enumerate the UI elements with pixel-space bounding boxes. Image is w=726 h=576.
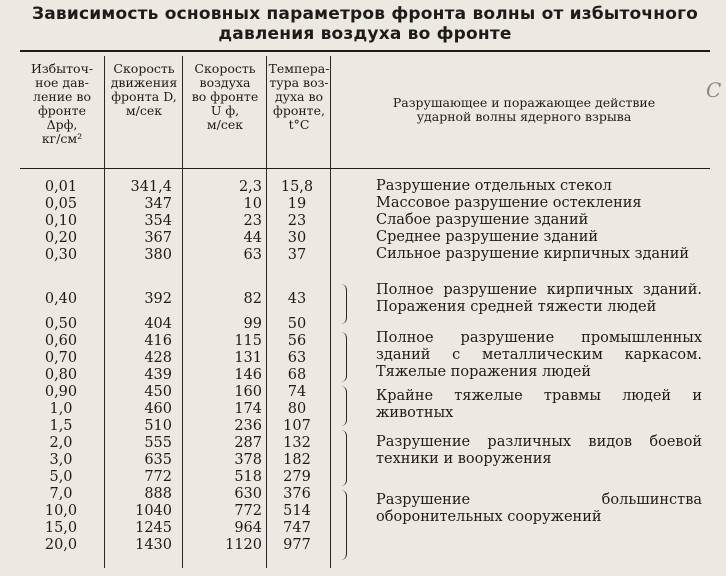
temperature-cell: 279 [283, 469, 311, 485]
pressure-cell: 10,0 [44, 503, 78, 519]
front-speed-cell: 450 [144, 384, 172, 400]
table-row [0, 469, 726, 486]
pressure-cell: 0,50 [44, 316, 78, 332]
group-brace [338, 490, 347, 560]
temperature-cell: 63 [287, 350, 307, 366]
air-speed-cell: 772 [234, 503, 262, 519]
air-speed-cell: 518 [234, 469, 262, 485]
header-pressure: Избыточ- ное дав- ление во фронте Δpф, кг/см² [30, 61, 94, 146]
header-front-speed: Скорость движения фронта D, м/сек [110, 61, 178, 118]
pressure-cell: 0,30 [44, 247, 78, 263]
air-speed-cell: 378 [234, 452, 262, 468]
temperature-cell: 19 [287, 196, 307, 212]
temperature-cell: 514 [283, 503, 311, 519]
front-speed-cell: 347 [144, 196, 172, 212]
air-speed-cell: 174 [234, 401, 262, 417]
temperature-cell: 977 [283, 537, 311, 553]
temperature-cell: 15,8 [280, 179, 314, 195]
pressure-cell: 0,90 [44, 384, 78, 400]
group-brace [338, 284, 347, 324]
temperature-cell: 50 [287, 316, 307, 332]
air-speed-cell: 44 [243, 230, 262, 246]
temperature-cell: 56 [287, 333, 307, 349]
pressure-cell: 0,80 [44, 367, 78, 383]
pressure-cell: 0,01 [44, 179, 78, 195]
temperature-cell: 68 [287, 367, 307, 383]
temperature-cell: 132 [283, 435, 311, 451]
pressure-cell: 0,60 [44, 333, 78, 349]
air-speed-cell: 2,3 [238, 179, 262, 195]
temperature-cell: 747 [283, 520, 311, 536]
group-brace [338, 332, 347, 382]
effect-text: Полное разрушение кирпичных зданий. Поражения средней тяжести людей [376, 282, 702, 315]
group-brace [338, 386, 347, 426]
effect-text: Разрушение отдельных стекол [376, 178, 612, 194]
header-effect: Разрушающее и поражающее действие ударной волны ядерного взрыва [392, 95, 656, 124]
front-speed-cell: 1245 [135, 520, 172, 536]
pressure-cell: 0,20 [44, 230, 78, 246]
front-speed-cell: 341,4 [130, 179, 172, 195]
header-temperature: Темпера- тура воз- духа во фронте, t°C [268, 61, 330, 132]
pressure-cell: 0,10 [44, 213, 78, 229]
pressure-cell: 2,0 [49, 435, 73, 451]
temperature-cell: 37 [287, 247, 307, 263]
temperature-cell: 107 [283, 418, 311, 434]
temperature-cell: 74 [287, 384, 307, 400]
air-speed-cell: 10 [243, 196, 262, 212]
top-rule [20, 50, 710, 52]
effect-text: Массовое разрушение остекления [376, 195, 642, 211]
pressure-cell: 0,70 [44, 350, 78, 366]
front-speed-cell: 439 [144, 367, 172, 383]
air-speed-cell: 146 [234, 367, 262, 383]
pressure-cell: 20,0 [44, 537, 78, 553]
air-speed-cell: 63 [243, 247, 262, 263]
header-air-speed: Скорость воздуха во фронте U ф, м/сек [191, 61, 259, 132]
effect-text: Крайне тяжелые травмы людей и животных [376, 388, 702, 421]
air-speed-cell: 160 [234, 384, 262, 400]
air-speed-cell: 630 [234, 486, 262, 502]
front-speed-cell: 367 [144, 230, 172, 246]
air-speed-cell: 115 [234, 333, 262, 349]
front-speed-cell: 380 [144, 247, 172, 263]
front-speed-cell: 555 [144, 435, 172, 451]
effect-text: Полное разрушение промышленных зданий с металлическим каркасом. Тяжелые поражения людей [376, 330, 702, 380]
effect-text: Сильное разрушение кирпичных зданий [376, 246, 690, 262]
pressure-cell: 0,40 [44, 291, 78, 307]
effect-text: Разрушение различных видов боевой техники и вооружения [376, 434, 702, 467]
front-speed-cell: 404 [144, 316, 172, 332]
group-brace [338, 430, 347, 486]
air-speed-cell: 131 [234, 350, 262, 366]
temperature-cell: 182 [283, 452, 311, 468]
pressure-cell: 0,05 [44, 196, 78, 212]
header-rule [20, 168, 710, 169]
air-speed-cell: 23 [243, 213, 262, 229]
margin-mark: С [706, 78, 722, 102]
temperature-cell: 23 [287, 213, 307, 229]
front-speed-cell: 416 [144, 333, 172, 349]
front-speed-cell: 428 [144, 350, 172, 366]
table-title: Зависимость основных параметров фронта волны от избыточного давления воздуха во фронте [31, 4, 699, 44]
air-speed-cell: 964 [234, 520, 262, 536]
temperature-cell: 80 [287, 401, 307, 417]
front-speed-cell: 392 [144, 291, 172, 307]
pressure-cell: 7,0 [49, 486, 73, 502]
air-speed-cell: 287 [234, 435, 262, 451]
effect-text: Слабое разрушение зданий [376, 212, 589, 228]
effect-text: Разрушение большинства оборонительных сооружений [376, 492, 702, 525]
table-row [0, 537, 726, 554]
front-speed-cell: 1430 [135, 537, 172, 553]
front-speed-cell: 460 [144, 401, 172, 417]
front-speed-cell: 1040 [135, 503, 172, 519]
air-speed-cell: 236 [234, 418, 262, 434]
air-speed-cell: 82 [243, 291, 262, 307]
temperature-cell: 43 [287, 291, 307, 307]
effect-text: Среднее разрушение зданий [376, 229, 599, 245]
front-speed-cell: 510 [144, 418, 172, 434]
temperature-cell: 376 [283, 486, 311, 502]
front-speed-cell: 354 [144, 213, 172, 229]
air-speed-cell: 1120 [225, 537, 262, 553]
front-speed-cell: 888 [144, 486, 172, 502]
front-speed-cell: 635 [144, 452, 172, 468]
pressure-cell: 1,0 [49, 401, 73, 417]
front-speed-cell: 772 [144, 469, 172, 485]
pressure-cell: 3,0 [49, 452, 73, 468]
temperature-cell: 30 [287, 230, 307, 246]
pressure-cell: 1,5 [49, 418, 73, 434]
pressure-cell: 15,0 [44, 520, 78, 536]
air-speed-cell: 99 [243, 316, 262, 332]
pressure-cell: 5,0 [49, 469, 73, 485]
